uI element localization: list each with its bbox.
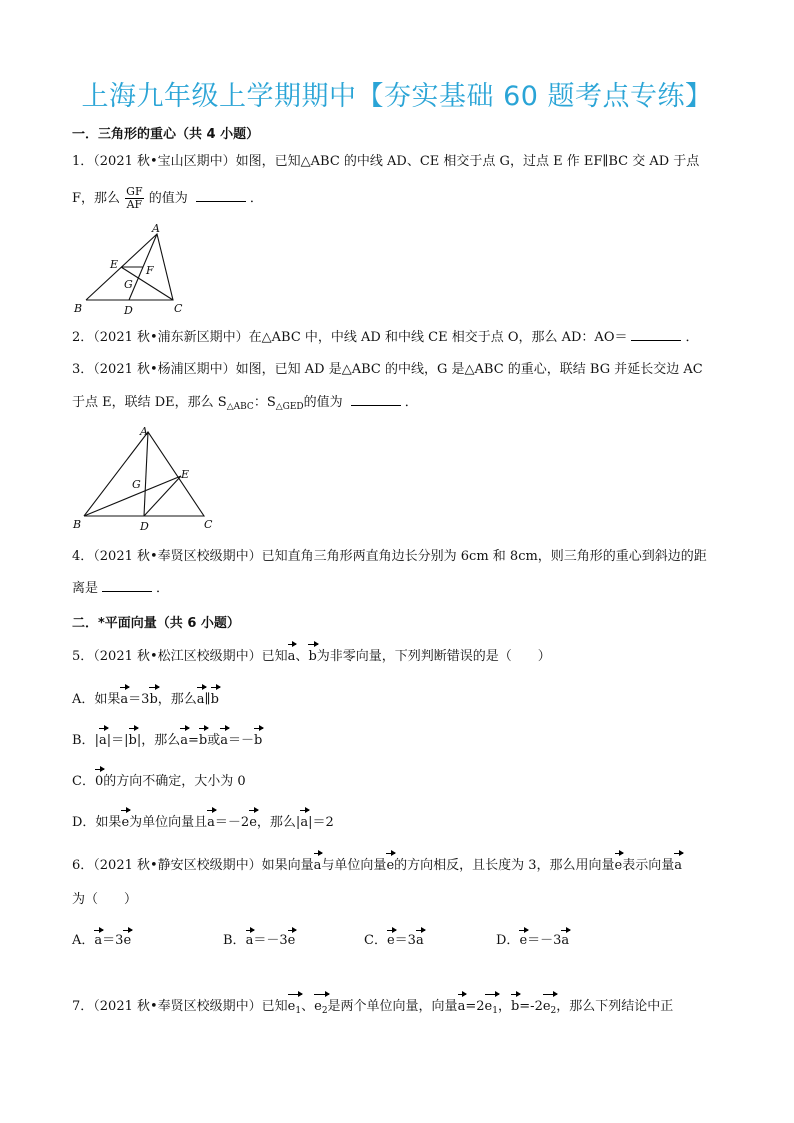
question-1-text-end: 的值为 — [148, 191, 188, 206]
question-1-text: F，那么 — [72, 191, 121, 206]
subscript-abc: △ABC — [226, 402, 254, 412]
vector-e: e — [615, 856, 623, 876]
question-7 — [72, 997, 673, 1021]
question-7-mid: 是两个单位向量，向量 — [327, 999, 458, 1014]
option-d-eq: ＝－2 — [214, 815, 250, 830]
question-3-text: 于点 E，联结 DE，那么 S — [72, 395, 227, 410]
label-d: D — [140, 520, 149, 533]
vector-b: b — [129, 731, 137, 751]
question-7-text: 7．（2021 秋•奉贤区校级期中）已知 — [72, 999, 288, 1014]
vector-e2 — [314, 997, 327, 1021]
question-6-mid: 与单位向量 — [321, 858, 387, 873]
question-6-text: 6．（2021 秋•静安区校级期中）如果向量 — [72, 858, 314, 873]
vector-a: a — [458, 997, 466, 1017]
option-d-label: D．如果 — [72, 815, 122, 830]
question-4-line-2 — [72, 579, 169, 599]
vector-a: a — [245, 933, 254, 948]
question-6-option-a[interactable] — [72, 929, 131, 948]
question-5-option-c[interactable]: C．0的方向不确定，大小为 0 — [72, 772, 246, 792]
label-g: G — [124, 278, 133, 291]
option-b-eq: ＝－3 — [253, 933, 288, 948]
question-3-line-1: 3．（2021 秋•杨浦区期中）如图，已知 AD 是△ABC 的中线，G 是△ABC 的重心，联结 BG 并延长交边 AC — [72, 362, 703, 377]
label-b: B — [73, 518, 82, 531]
vector-b: b — [211, 690, 219, 710]
separator: ， — [497, 999, 511, 1014]
question-2 — [72, 328, 699, 348]
vector-a: a — [314, 856, 322, 876]
label-g: G — [132, 478, 141, 491]
answer-blank — [631, 328, 681, 341]
answer-blank — [196, 189, 246, 202]
vector-e: e — [249, 813, 257, 833]
option-d-label: D． — [496, 933, 520, 948]
section-heading-centroid: 一．三角形的重心（共 4 小题） — [72, 127, 260, 142]
subscript: 2 — [321, 1006, 328, 1016]
segment-de — [144, 476, 181, 516]
vector-a: a — [94, 933, 103, 948]
option-b-eq: ＝ — [111, 733, 125, 748]
question-6-post: 的方向相反，且长度为 3，那么用向量 — [394, 858, 615, 873]
answer-blank — [351, 393, 401, 406]
question-6-end: 表示向量 — [622, 858, 675, 873]
zero-vector: 0 — [95, 772, 103, 792]
option-a-label: A． — [72, 933, 95, 948]
label-c: C — [174, 302, 183, 315]
question-6-line-2: 为（ ） — [72, 892, 138, 907]
vector-e2 — [543, 997, 556, 1021]
label-a: A — [140, 425, 148, 438]
vector-e: e — [287, 933, 296, 948]
question-5-text: 5．（2021 秋•松江区校级期中）已知 — [72, 649, 288, 664]
median-ad — [144, 432, 148, 516]
vector-a: a — [120, 690, 128, 710]
vector-e: e — [123, 933, 132, 948]
question-4-end: ． — [156, 581, 170, 596]
option-d-then: ，那么 — [256, 815, 296, 830]
question-5-text-end: 为非零向量，下列判断错误的是（ ） — [316, 649, 551, 664]
question-3-mid: ：S — [253, 395, 276, 410]
option-c-label: C． — [364, 933, 387, 948]
vector-a: a — [674, 856, 682, 876]
vector-a: a — [197, 690, 205, 710]
question-2-end: ． — [685, 330, 699, 345]
option-a-label: A．如果 — [72, 692, 121, 707]
vector-b: b — [308, 647, 316, 667]
label-c: C — [204, 518, 213, 531]
figure-1-triangle — [70, 222, 195, 317]
vector-e: e — [386, 856, 394, 876]
question-7-end: ，那么下列结论中正 — [556, 999, 674, 1014]
page-title: 上海九年级上学期期中【夯实基础 60 题考点专练】 — [81, 81, 713, 112]
vector-e1 — [288, 997, 301, 1021]
vector-b: b — [511, 997, 519, 1017]
option-b-or: 或 — [207, 733, 221, 748]
vector-e1 — [485, 997, 498, 1021]
answer-blank — [102, 579, 152, 592]
question-6-option-b[interactable] — [223, 929, 295, 948]
option-b-then: ，那么 — [141, 733, 181, 748]
question-2-text: 2．（2021 秋•浦东新区期中）在△ABC 中，中线 AD 和中线 CE 相交于点 O，那么 AD：AO＝ — [72, 330, 628, 345]
option-d-end: ＝2 — [312, 815, 334, 830]
question-6-line-1 — [72, 856, 682, 876]
question-5-option-b[interactable]: B．|a|＝|b|，那么a=b或a＝－b — [72, 731, 262, 751]
vector-b: b — [199, 731, 207, 751]
label-e: E — [181, 468, 190, 481]
vector-b: b — [254, 731, 262, 751]
subscript-ged: △GED — [275, 402, 304, 412]
vector-a: a — [180, 731, 188, 751]
vector-a: a — [561, 933, 570, 948]
parallel-symbol: ∥ — [204, 692, 211, 707]
option-c-text: 的方向不确定，大小为 0 — [103, 774, 246, 789]
question-3-line-2: 于点 E，联结 DE，那么 $S_{\triangle ABC}$：$S_{\triangle GED}$的值为 ． — [72, 395, 418, 412]
vector-letter: e — [287, 999, 296, 1014]
eq-a: =2 — [465, 999, 485, 1014]
label-a: A — [152, 222, 160, 235]
vector-a: a — [300, 813, 308, 833]
option-d-mid: 为单位向量且 — [129, 815, 208, 830]
question-5-option-a[interactable] — [72, 690, 219, 710]
vector-letter: e — [542, 999, 551, 1014]
vector-a: a — [415, 933, 424, 948]
subscript: 2 — [550, 1006, 557, 1016]
fraction-numerator: GF — [126, 185, 143, 198]
question-3-text-end: 的值为 — [303, 395, 343, 410]
option-a-eq: ＝3 — [128, 692, 150, 707]
label-d: D — [124, 304, 133, 317]
subscript: 1 — [492, 1006, 498, 1016]
vector-a: a — [220, 731, 228, 751]
vector-b: b — [149, 690, 157, 710]
section-heading-vectors: 二．*平面向量（共 6 小题） — [72, 616, 240, 631]
vector-e: e — [121, 813, 129, 833]
option-a-eq: ＝3 — [102, 933, 124, 948]
question-1-line-1: 1．（2021 秋•宝山区期中）如图，已知△ABC 的中线 AD、CE 相交于点 G，过点 E 作 EF∥BC 交 AD 于点 — [72, 154, 700, 169]
vector-a: a — [288, 647, 296, 667]
separator: 、 — [301, 999, 315, 1014]
vector-a: a — [99, 731, 107, 751]
fraction-gf-af — [125, 186, 143, 211]
option-b-label: B． — [223, 933, 246, 948]
figure-2-triangle — [70, 422, 225, 534]
subscript: 1 — [295, 1006, 302, 1016]
label-b: B — [74, 302, 83, 315]
question-6-option-c[interactable] — [364, 929, 424, 948]
question-6-option-d[interactable] — [496, 929, 569, 948]
option-a-then: ，那么 — [157, 692, 197, 707]
question-5 — [72, 647, 551, 667]
option-d-eq: ＝－3 — [527, 933, 562, 948]
label-e: E — [110, 258, 119, 271]
separator: 、 — [295, 649, 309, 664]
question-4-text: 离是 — [72, 581, 99, 596]
vector-e: e — [519, 933, 528, 948]
option-b-label: B． — [72, 733, 95, 748]
option-b-neg: ＝－ — [228, 733, 255, 748]
option-c-eq: ＝3 — [394, 933, 416, 948]
vector-a: a — [207, 813, 215, 833]
label-f: F — [146, 264, 154, 277]
question-4-line-1: 4．（2021 秋•奉贤区校级期中）已知直角三角形两直角边长分别为 6cm 和 8cm，则三角形的重心到斜边的距 — [72, 549, 707, 564]
question-5-option-d[interactable]: D．如果e为单位向量且a＝－2e，那么|a|＝2 — [72, 813, 334, 833]
vector-letter: e — [484, 999, 493, 1014]
question-1-line-2: F，那么 $\frac{GF}{AF}$ 的值为 ． — [72, 185, 263, 211]
fraction-denominator: AF — [126, 198, 143, 211]
eq-b: =-2 — [519, 999, 543, 1014]
vector-e: e — [386, 933, 395, 948]
vector-letter: e — [314, 999, 322, 1014]
